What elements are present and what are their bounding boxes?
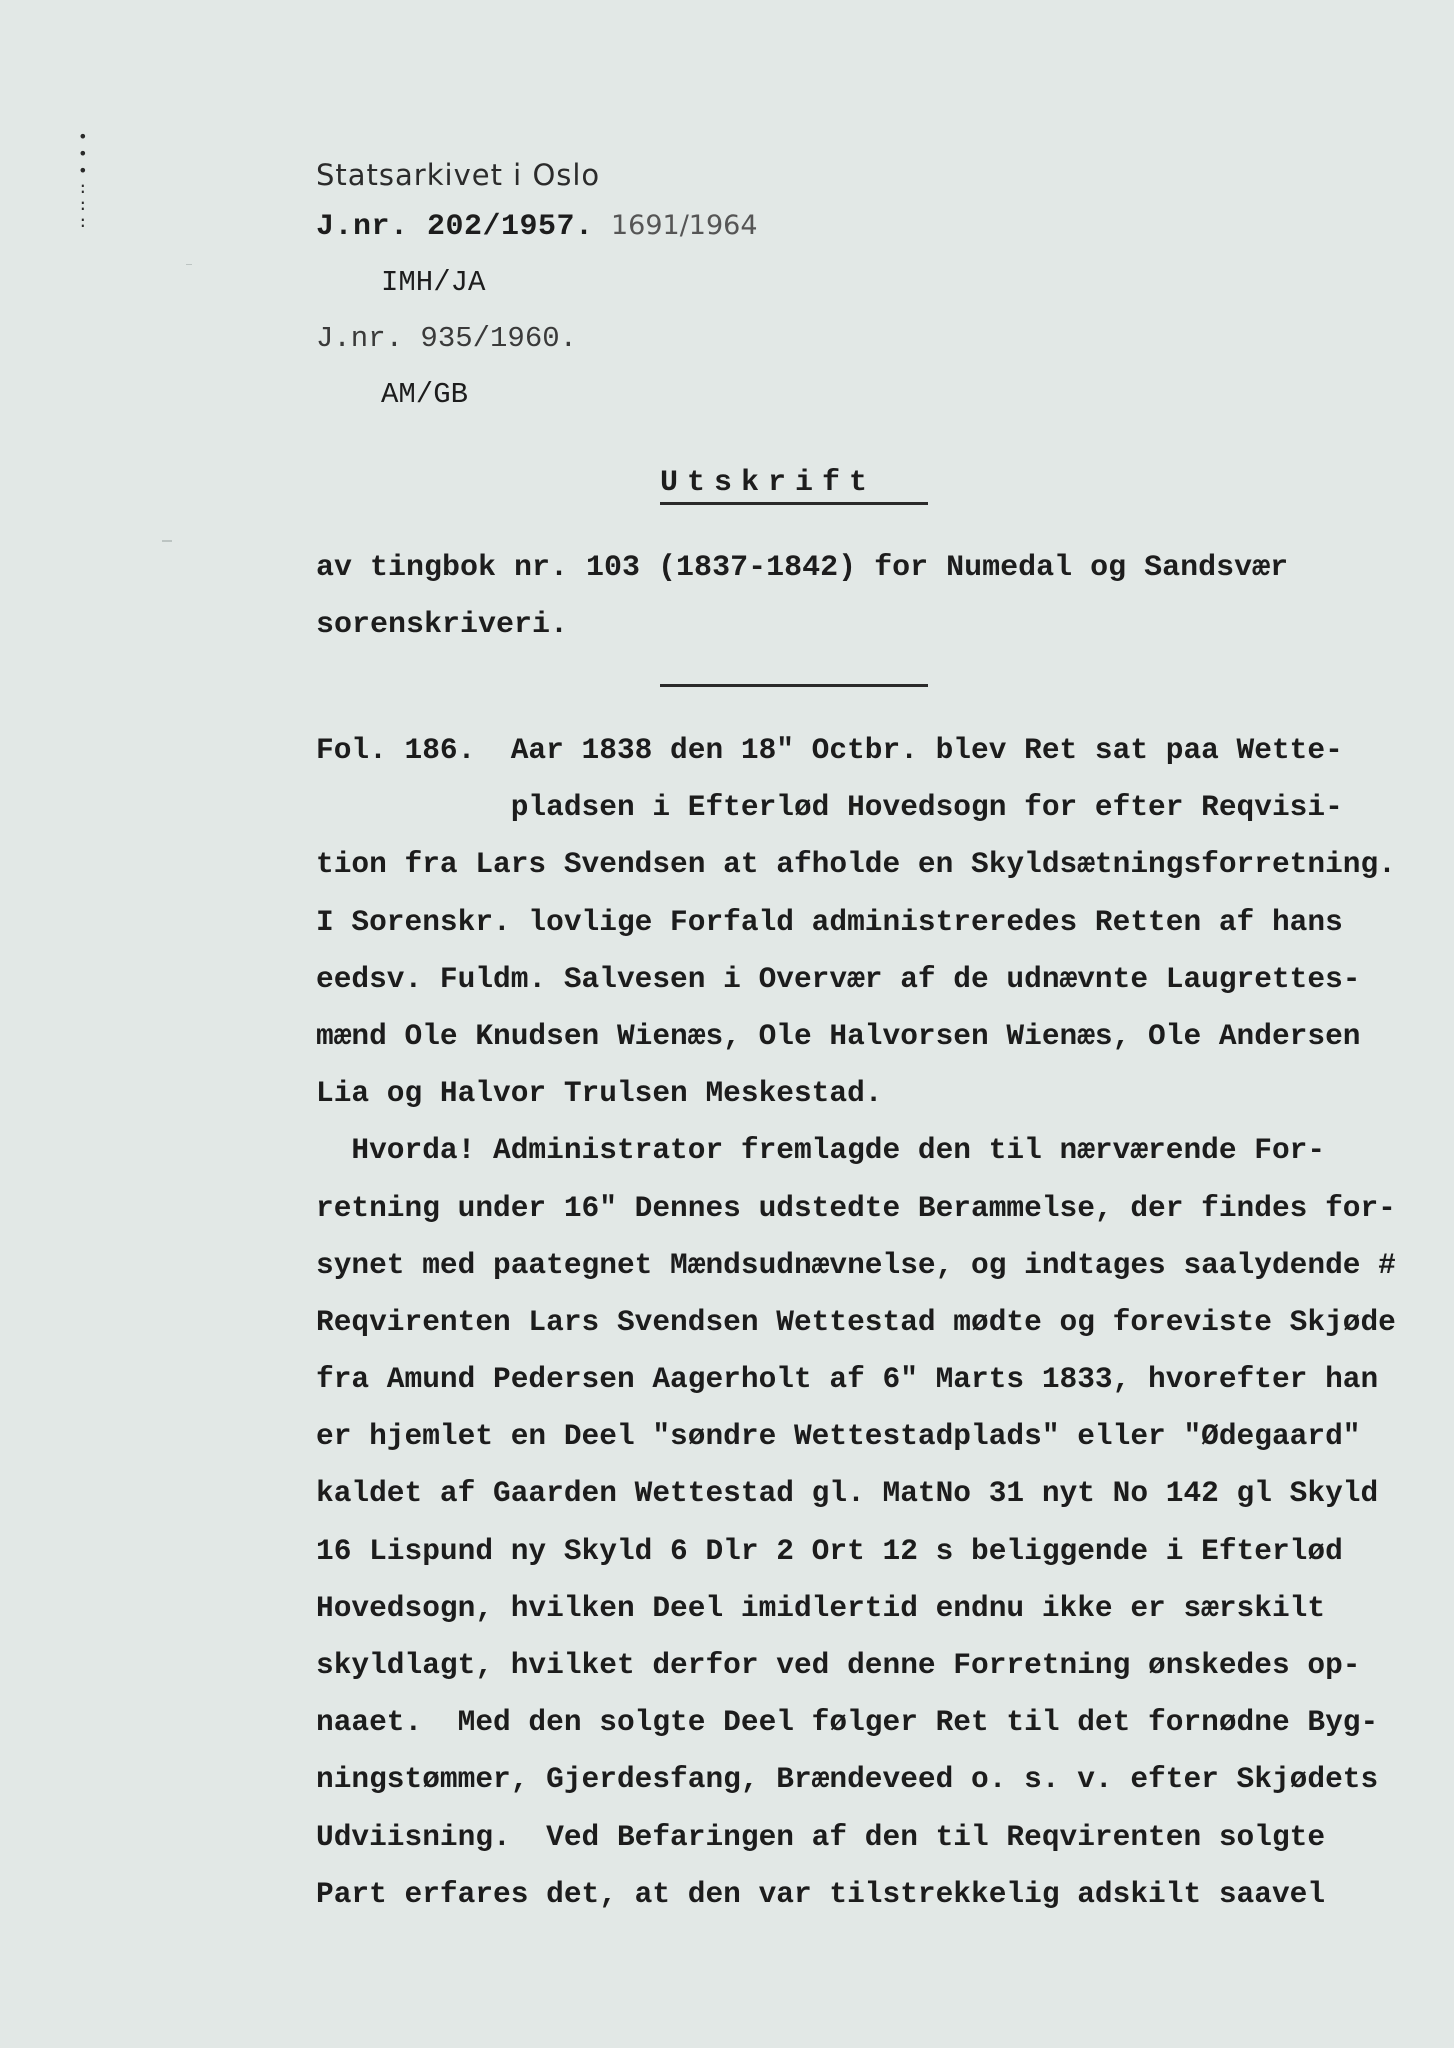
body-line: tion fra Lars Svendsen at afholde en Skyldsætningsforretning. — [316, 847, 1396, 882]
body-line: ningstømmer, Gjerdesfang, Brændeveed o. s. v. efter Skjødets — [316, 1762, 1379, 1797]
body-line: mænd Ole Knudsen Wienæs, Ole Halvorsen Wienæs, Ole Andersen — [316, 1018, 1361, 1053]
margin-marks: • • • : : : — [78, 127, 88, 231]
scuff-mark — [162, 540, 172, 542]
journal-number-2: J.nr. 935/1960. — [316, 322, 578, 355]
body-line: I Sorenskr. lovlige Forfald administreredes Retten af hans — [316, 904, 1343, 939]
body-line: fra Amund Pedersen Aagerholt af 6" Marts 1833, hvorefter han — [316, 1362, 1379, 1397]
body-line: Fol. 186. Aar 1838 den 18" Octbr. blev Ret sat paa Wette- — [316, 733, 1343, 767]
document-title: Utskrift — [660, 466, 877, 500]
body-line: pladsen i Efterlød Hovedsogn for efter Reqvisi- — [316, 790, 1343, 825]
document-subtitle: av tingbok nr. 103 (1837-1842) for Numedal og Sandsvær sorenskriveri. — [316, 551, 1289, 642]
body-line: naaet. Med den solgte Deel følger Ret til det fornødne Byg- — [316, 1705, 1379, 1740]
journal-number-1: J.nr. 202/1957. — [316, 210, 594, 244]
body-line: retning under 16" Dennes udstedte Berammelse, der findes for- — [316, 1190, 1396, 1225]
body-line: kaldet af Gaarden Wettestad gl. MatNo 31 nyt No 142 gl Skyld — [316, 1476, 1379, 1511]
body-line: Lia og Halvor Trulsen Meskestad. — [316, 1076, 883, 1111]
section-divider — [660, 684, 928, 687]
body-line: Hovedsogn, hvilken Deel imidlertid endnu ikke er særskilt — [316, 1590, 1326, 1625]
body-line: Udviisning. Ved Befaringen af den til Reqvirenten solgte — [316, 1819, 1326, 1854]
body-line: Hvorda! Administrator fremlagde den til nærværende For- — [316, 1133, 1326, 1168]
scuff-mark — [186, 264, 192, 265]
initials-2: AM/GB — [381, 378, 469, 411]
body-line: Reqvirenten Lars Svendsen Wettestad mødte og foreviste Skjøde — [316, 1304, 1396, 1339]
body-line: er hjemlet en Deel "søndre Wettestadplads" eller "Ødegaard" — [316, 1419, 1361, 1454]
body-line: 16 Lispund ny Skyld 6 Dlr 2 Ort 12 s beliggende i Efterlød — [316, 1533, 1343, 1568]
body-line: Part erfares det, at den var tilstrekkelig adskilt saavel — [316, 1876, 1326, 1911]
title-underline — [660, 502, 928, 505]
transcript-body — [316, 722, 1406, 1923]
body-line: eedsv. Fuldm. Salvesen i Overvær af de udnævnte Laugrettes- — [316, 961, 1361, 996]
initials-1: IMH/JA — [381, 266, 486, 299]
journal-number-handwritten: 1691/1964 — [611, 210, 758, 241]
body-line: skyldlagt, hvilket derfor ved denne Forretning ønskedes op- — [316, 1648, 1361, 1682]
body-line: synet med paategnet Mændsudnævnelse, og indtages saalydende # — [316, 1247, 1396, 1282]
archive-stamp: Statsarkivet i Oslo — [316, 158, 601, 192]
